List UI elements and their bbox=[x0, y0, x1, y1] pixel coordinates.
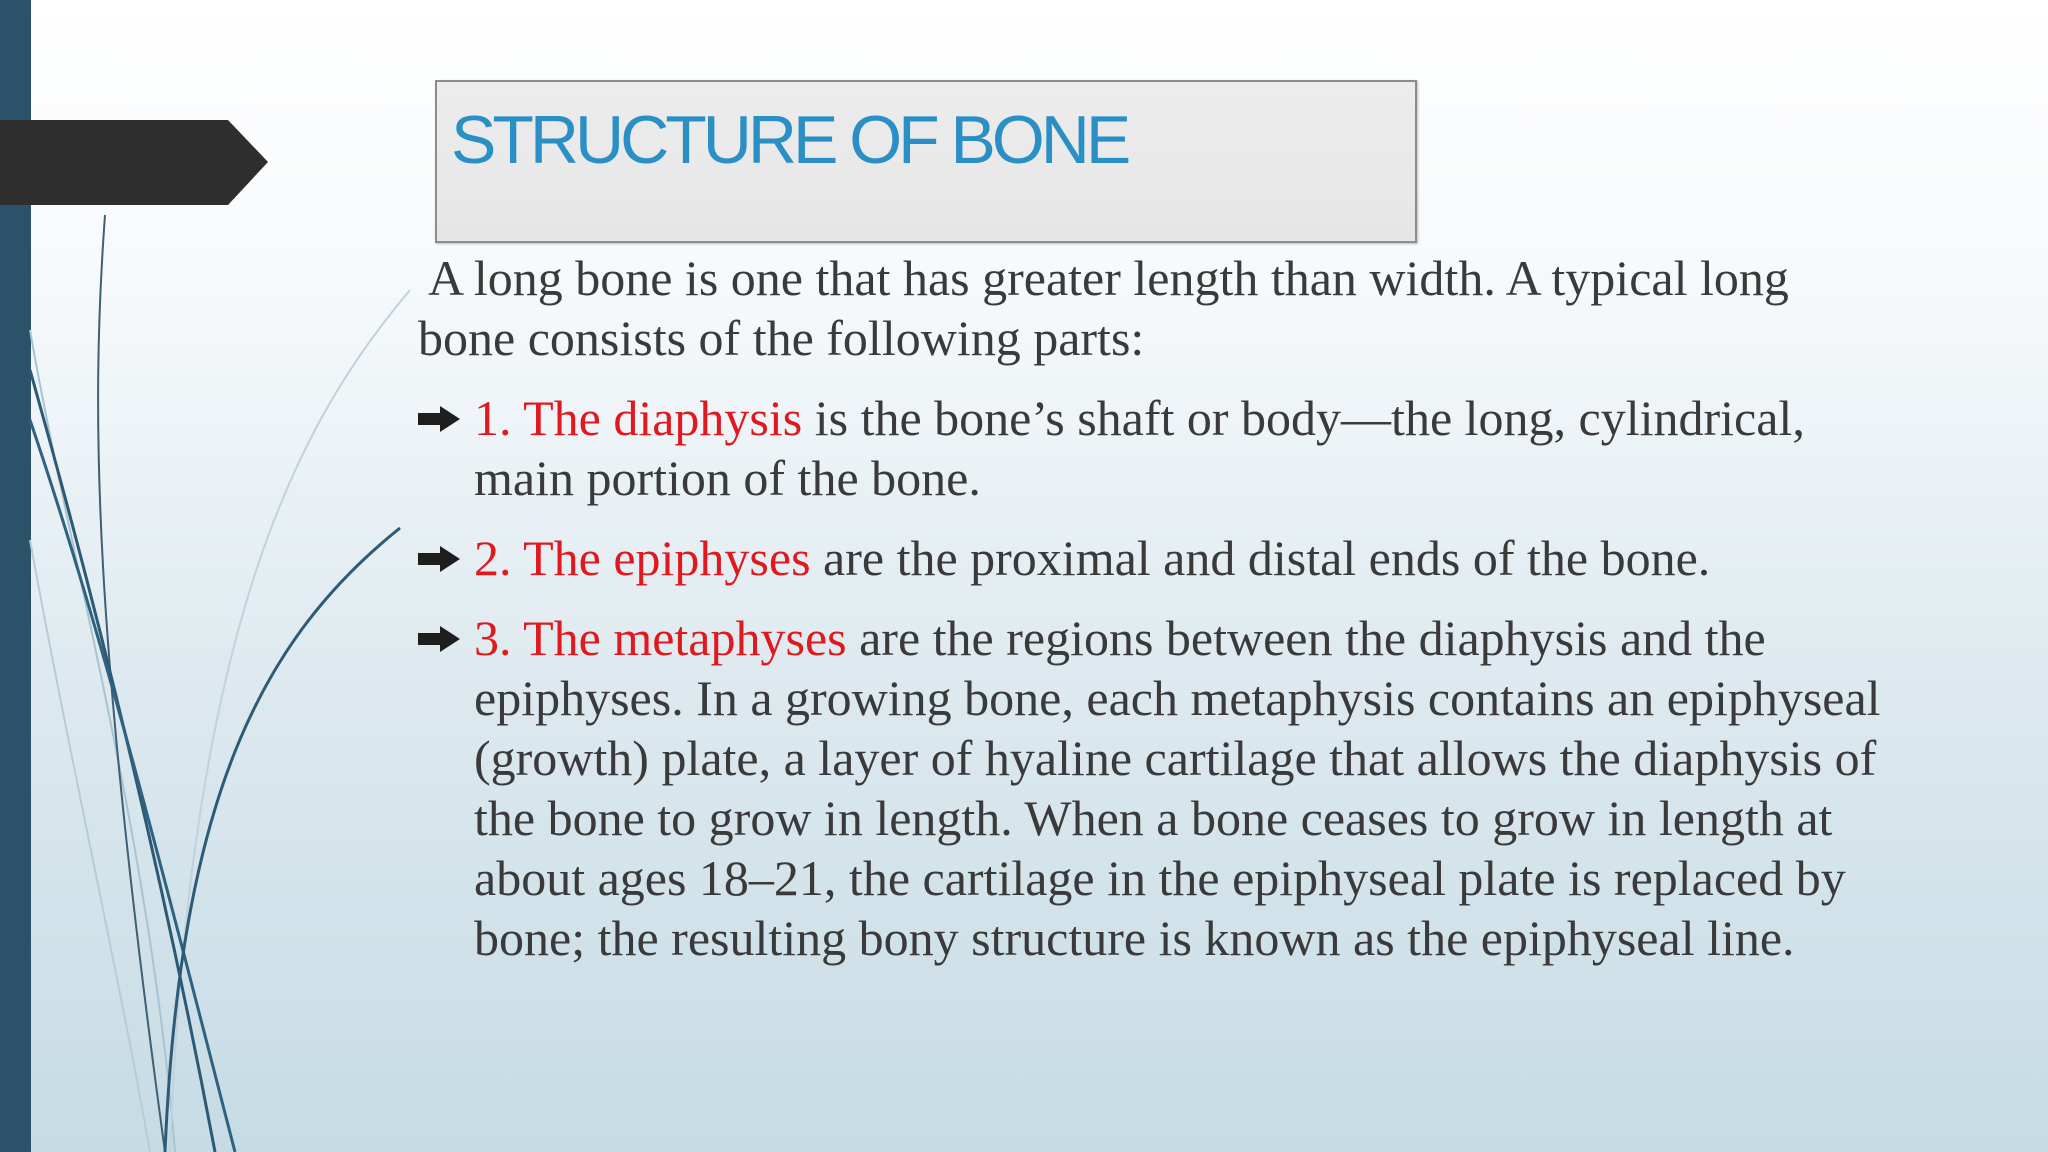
title-box bbox=[435, 80, 1417, 243]
arrow-right-icon bbox=[418, 404, 462, 434]
list-item bbox=[418, 608, 1888, 968]
slide-title: STRUCTURE OF BONE bbox=[451, 102, 1128, 178]
list-item bbox=[418, 388, 1888, 508]
item-text: are the proximal and distal ends of the bone. bbox=[810, 530, 1711, 586]
arrow-right-icon bbox=[418, 544, 462, 574]
slide-body bbox=[418, 248, 1888, 968]
parts-list bbox=[418, 388, 1888, 968]
list-item bbox=[418, 528, 1888, 588]
item-text: is the bone’s shaft or body—the long, cylindrical, main portion of the bone. bbox=[474, 390, 1805, 506]
item-text: are the regions between the diaphysis and the epiphyses. In a growing bone, each metaphysis contains an epiphyseal (growth) plate, a layer of hyaline cartilage that allows the diaphysis of the bone to grow in length. When a bone ceases to grow in length at about ages 18–21, the cartilage in the epiphyseal plate is replaced by bone; the resulting bony structure is known as the epiphyseal line. bbox=[474, 610, 1881, 966]
item-highlight: 2. The epiphyses bbox=[474, 530, 811, 586]
arrow-right-icon bbox=[418, 624, 462, 654]
item-highlight: 1. The diaphysis bbox=[474, 390, 803, 446]
arrow-banner bbox=[0, 120, 268, 205]
item-highlight: 3. The metaphyses bbox=[474, 610, 847, 666]
intro-paragraph: A long bone is one that has greater length than width. A typical long bone consists of the following parts: bbox=[418, 250, 1789, 366]
